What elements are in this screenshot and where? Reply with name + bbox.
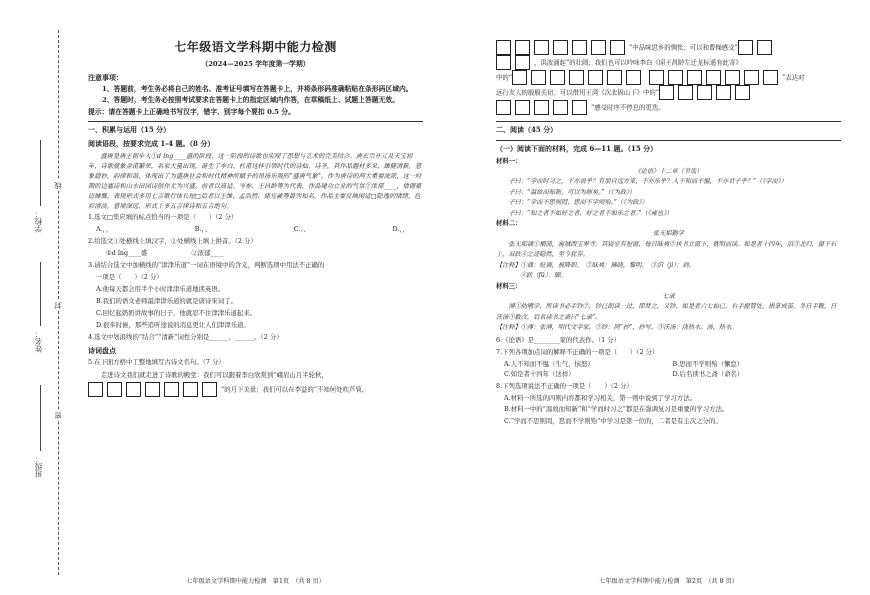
answer-box[interactable] — [591, 40, 606, 55]
fill-text: 中的“ — [496, 73, 513, 82]
fill-line-1 — [496, 40, 841, 55]
poem-line-2 — [88, 382, 423, 397]
material-1-title: 《论语》十二章（节选） — [634, 167, 703, 175]
option: A.材料一所选的四则内容都和学习相关，第一则中说到了学习方法。 — [504, 393, 696, 402]
material-1-line: 子曰：“学而时习之，不亦说乎？有朋自远方来，不亦乐乎？人不知而不愠，不亦君子乎？”（《学而》） — [508, 178, 787, 186]
answer-box[interactable] — [550, 70, 565, 85]
option: D.，， — [392, 225, 409, 234]
answer-box[interactable] — [534, 40, 549, 55]
material-1-line: 子曰：“温故而知新，可以为师矣。”（《为政》） — [508, 188, 636, 196]
material-2-heading: 材料二： — [496, 219, 522, 228]
fill-text: 远行友人的殷殷关切；可以借用王湾《次北固山下》中的“ — [496, 88, 660, 97]
answer-box[interactable] — [202, 382, 217, 397]
reading-heading: 阅读语段，按要求完成 1-4 题。（8 分） — [88, 139, 215, 149]
name-label: 姓名： — [34, 330, 43, 353]
name-line — [40, 262, 41, 326]
answer-box[interactable] — [496, 55, 511, 70]
answer-box[interactable] — [515, 40, 530, 55]
answer-box[interactable] — [706, 70, 721, 85]
answer-box[interactable] — [107, 382, 122, 397]
answer-box[interactable] — [515, 55, 530, 70]
answer-box[interactable] — [678, 85, 693, 100]
question-5: 5.在下面方格中工整地填写古诗文名句。（7 分） — [88, 358, 225, 367]
answer-box[interactable] — [553, 100, 568, 115]
divider — [496, 140, 841, 141]
option: C.回忆起奶奶讲故事的日子，他就忍不住津津乐道起来。 — [96, 308, 257, 317]
class-line — [40, 385, 41, 451]
fill-line-2 — [496, 55, 841, 70]
answer-box[interactable] — [88, 382, 103, 397]
question-1: 1.选文□里应填的标点恰当的一项是（ ）（2 分） — [88, 213, 238, 222]
answer-box[interactable] — [763, 70, 778, 85]
blank-b: ②浓郁____ — [191, 249, 224, 258]
material-1-line: 子曰：“知之者不如好之者，好之者不如乐之者。”（《雍也》） — [508, 209, 673, 217]
poem-line-1: 走进诗文我们就走进了诗歌的殿堂：我们可以跟着李白欣赏到“峨眉山月半轮秋， — [100, 371, 328, 380]
material-3-heading: 材料三： — [496, 281, 522, 290]
binding-strip — [0, 0, 78, 595]
school-label: 学校： — [34, 210, 43, 233]
question-7-options — [496, 360, 841, 380]
material-3-note: 【注释】①溥：张溥，明代文学家。②钞：同“抄”，抄写。③沃汤：浇热水。汤，热水。 — [496, 324, 738, 332]
fill-text: ”中品味思乡的惆怅；可以和曹操感受“ — [629, 43, 738, 52]
material-3-text: 溥①幼嗜学，所读书必手钞②，钞已朗读一过，即焚之，又钞，如是者六七始已。右手握管处，指掌成茧。冬日手皲，日沃汤③数次。后名读书之斋曰“七录”。 — [496, 303, 837, 321]
class-label: 班级： — [34, 455, 43, 478]
answer-box[interactable] — [687, 70, 702, 85]
answer-box[interactable] — [626, 70, 641, 85]
cut-label-dense: 密 — [54, 412, 62, 419]
question-2-blanks — [88, 249, 423, 259]
answer-box[interactable] — [738, 40, 753, 55]
answer-box[interactable] — [145, 382, 160, 397]
divider — [88, 121, 423, 122]
part-heading: （一）阅读下面的材料，完成 6—11 题。（15 分） — [496, 143, 658, 153]
answer-box[interactable] — [659, 85, 674, 100]
answer-box[interactable] — [183, 382, 198, 397]
answer-box[interactable] — [697, 85, 712, 100]
page-left — [88, 38, 423, 397]
answer-box[interactable] — [512, 70, 527, 85]
school-line — [40, 140, 41, 206]
page-subtitle: （2024—2025 学年度第一学期） — [201, 59, 310, 68]
material-1-line: 子曰：“学而不思则罔，思而不学则殆。”（《为政》） — [508, 199, 648, 207]
section-heading: 二、阅读（45 分） — [496, 125, 558, 134]
option: C.“学而不思则罔，思而不学则殆”中学习是第一位的，二者是有主次之分的。 — [504, 417, 722, 426]
fill-line-5 — [496, 100, 841, 115]
page-right — [496, 40, 841, 427]
answer-box[interactable] — [668, 70, 683, 85]
answer-box[interactable] — [534, 100, 549, 115]
fill-text: ”感受时序不停息的更迭。 — [591, 103, 665, 112]
answer-box[interactable] — [757, 40, 772, 55]
answer-box[interactable] — [553, 40, 568, 55]
question-7: 7.下列各项加点词的解释不正确的一项是（ ）（2 分） — [496, 347, 659, 356]
poem-heading: 诗词盘点 — [88, 345, 116, 355]
option: C.；、 — [293, 225, 310, 234]
answer-box[interactable] — [649, 70, 664, 85]
fill-line-4 — [496, 85, 841, 100]
page-title: 七年级语文学科期中能力检测 — [174, 40, 337, 54]
answer-box[interactable] — [572, 100, 587, 115]
answer-box[interactable] — [569, 70, 584, 85]
material-1-heading: 材料一： — [496, 156, 522, 165]
answer-box[interactable] — [716, 85, 731, 100]
option: A.，， — [96, 225, 113, 234]
footer-left: 七年级语文学科期中能力检测 第1页 （共 8 页） — [186, 578, 325, 586]
material-2-note: 【注释】①谪：贬谪，被降职。 ②昧爽：拂晓，黎明。 ③洎（jì）：到。 — [496, 261, 695, 269]
answer-box[interactable] — [725, 70, 740, 85]
option: C.如是者十四年（这样） — [504, 369, 575, 378]
answer-box[interactable] — [531, 70, 546, 85]
option: B.材料一中的“温故而知新”和“学而时习之”都是在强调复习是重要的学习方法。 — [504, 405, 729, 414]
option: B.我们的语文老师最津津乐道的就是唐诗宋词了。 — [96, 296, 237, 305]
option: D.后名读书之斋（命名） — [672, 369, 744, 378]
question-6: 6.《论语》是________家的代表作。（1 分） — [496, 335, 621, 344]
material-2-title: 张无垢勤学 — [653, 230, 684, 238]
cut-label-seal: 封 — [54, 302, 62, 309]
answer-box[interactable] — [496, 100, 511, 115]
answer-box[interactable] — [164, 382, 179, 397]
question-2: 2.给选文①处横线上填汉字，②处横线上填上拼音。（2 分） — [88, 237, 257, 246]
section-heading: 一、积累与运用（15 分） — [88, 125, 171, 135]
answer-box[interactable] — [515, 100, 530, 115]
question-4: 4.选文中划浪线的“结合”“清新”词性分别是______、______。（2 分） — [88, 332, 283, 341]
option: A.他每天都会用半个小时津津乐道地读英语。 — [96, 285, 225, 293]
answer-box[interactable] — [735, 85, 750, 100]
notice-item: 2、答题时，考生务必按照考试要求在答题卡上的指定区域内作答，在草稿纸上、试题上答题无效。 — [102, 95, 399, 104]
question-8: 8.下列选项说法不正确的一项是（ ）（2 分） — [496, 381, 633, 390]
passage: 盛唐是唐王朝步入①d ǐng____盛的阶段，这一阶段的诗歌也实现了思想与艺术的完美结合。唐玄宗开元及天宝初年，诗歌就象金甫繁荣，名家大量出现，诞生了李白、杜甫这样引领时代的诗仙、诗圣，其作品题材多采，雄健清新，意象超妙，韵律和谐，体现出了为盛唐社会和时代精神所赋予的昂扬乐观的“盛唐气象”。作为唐诗的两大重要流派，这一时期的边塞诗和山水田园诗创作尤为兴盛。前者以高适、岑参、王昌龄等为代表，作品建功立业的气氛②浓郁____，情调豪迈慷慨，表现形式多用七言歌行体长短□后者以王维、孟浩然、储光羲等最为知名，作品主要反映闲适□隐逸的情绪，色彩清淡，意境深远，形式上多五言律诗和五言绝句。 — [88, 152, 422, 210]
option: D.很多时候，那些追听途说的消息更让人们津津乐道。 — [96, 320, 250, 329]
poem-text: ”的月下美景；我们可以在李益的“不知何处吹芦管， — [221, 385, 369, 394]
tip-text: 提示：请在答题卡上正确地书写汉字，错字、别字每个要扣 0.5 分。 — [88, 107, 295, 116]
fill-text: ，洪波涌起”的壮阔；我们也可以吟咏李白《闻王昌龄左迁龙标遥有此寄》 — [534, 58, 742, 67]
answer-box[interactable] — [610, 40, 625, 55]
option: B.思而不学则殆（懈怠） — [672, 359, 744, 368]
question-1-options — [88, 225, 423, 235]
footer-right: 七年级语文学科期中能力检测 第2页 （共 8 页） — [599, 578, 738, 586]
fill-line-3 — [496, 70, 841, 85]
material-3-title: 七录 — [662, 292, 675, 300]
fill-text: ”表达对 — [782, 73, 805, 82]
question-3-cont: 一项是（ ）（2 分） — [96, 273, 163, 282]
divider — [496, 121, 841, 122]
answer-box[interactable] — [572, 40, 587, 55]
cut-label-line: 线 — [54, 182, 62, 189]
answer-box[interactable] — [607, 70, 622, 85]
option: B.，、 — [194, 225, 212, 234]
blank-a: ①d ǐng____盛 — [106, 249, 148, 258]
notice-item: 1、答题前，考生务必将自己的姓名、准考证号填写在答题卡上，并将条形码准确粘贴在条形码区域内。 — [102, 84, 413, 93]
notice-heading: 注意事项： — [88, 73, 123, 83]
option: A.人不知而不愠（生气，恼怒） — [504, 359, 594, 368]
answer-box[interactable] — [588, 70, 603, 85]
material-2-text: 张无垢谪①横浦，寓城西宝界寺。其寝室有短窗，每日昧爽②执书立窗下，就明而读。如是者十四年，洎③北归，窗下石上，双趺④之迹隐然，至今犹存。 — [496, 240, 837, 259]
answer-box[interactable] — [744, 70, 759, 85]
answer-box[interactable] — [496, 40, 511, 55]
material-2-note-2: ④趺（fū）：脚。 — [520, 272, 567, 280]
question-3: 3.请结合选文中加横线的“津津乐道”一词在语境中的含义，判断选项中用法不正确的 — [88, 261, 325, 270]
answer-box[interactable] — [126, 382, 141, 397]
